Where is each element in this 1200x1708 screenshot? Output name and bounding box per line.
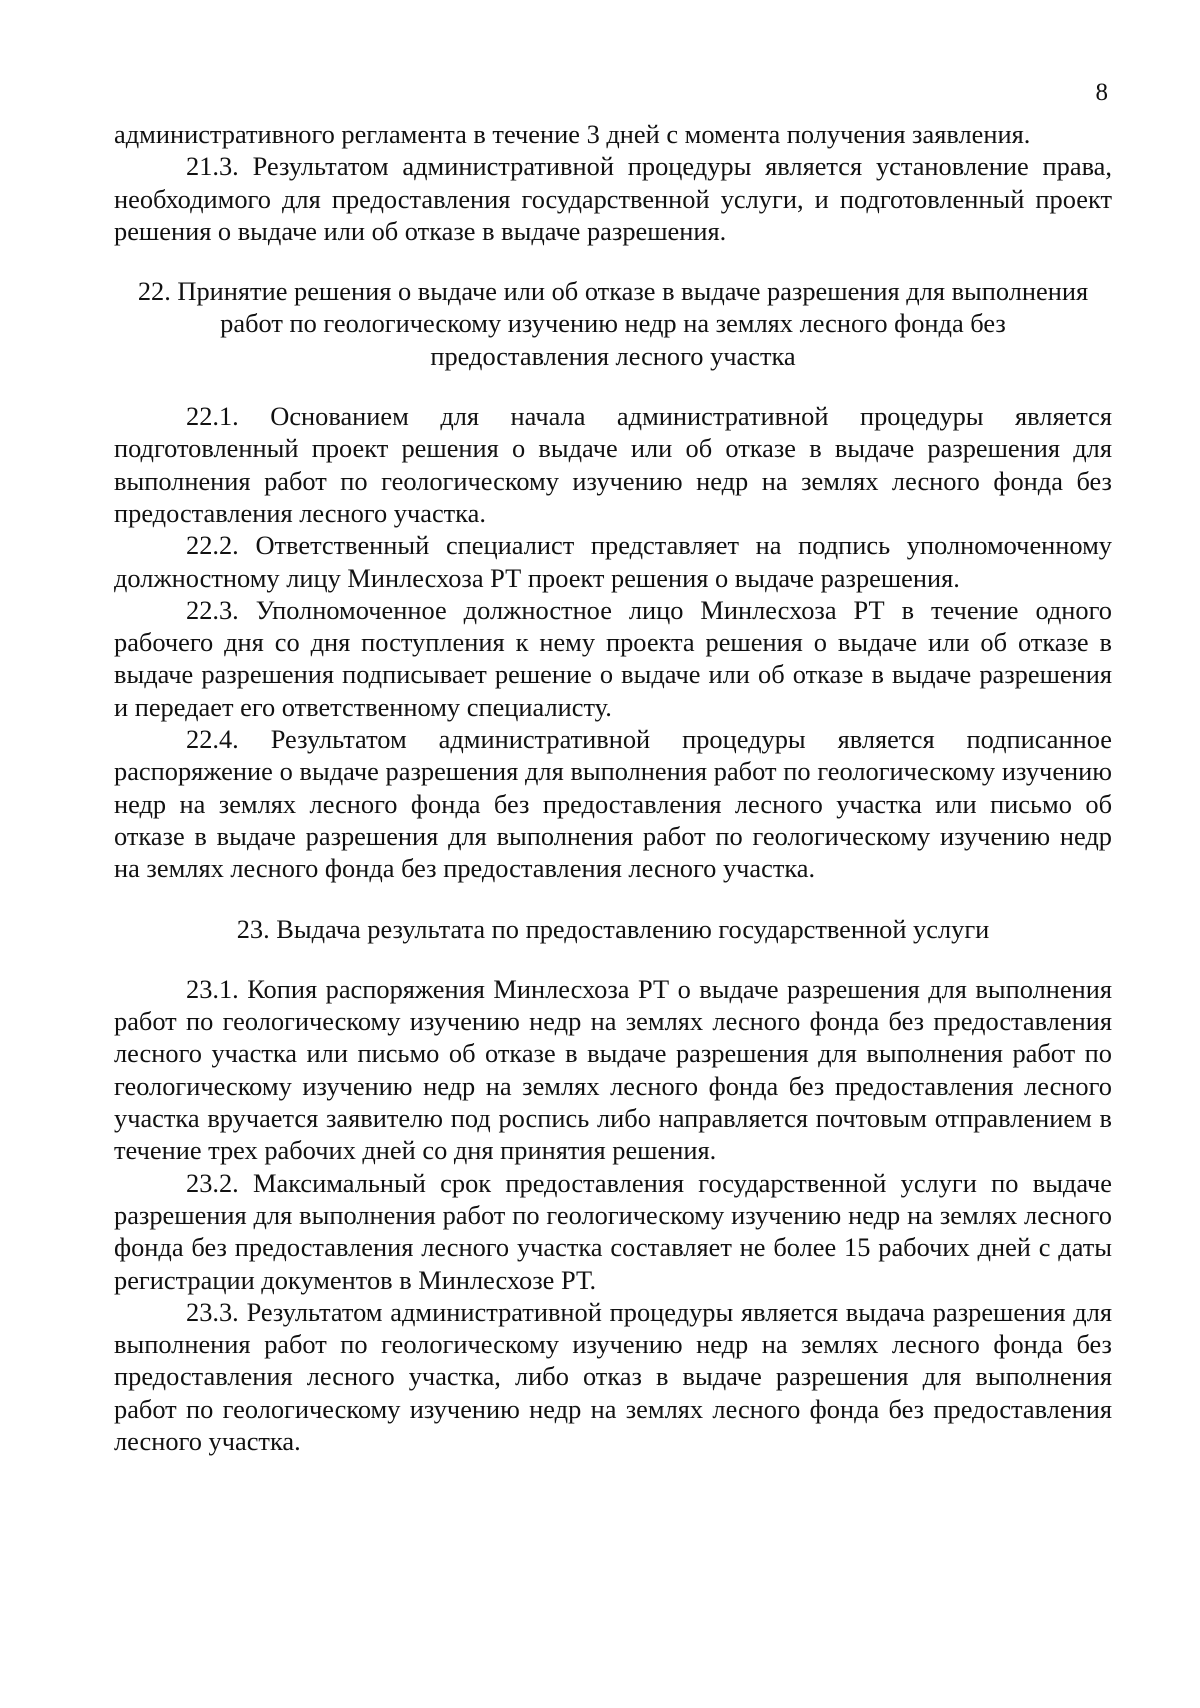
paragraph-continuation: административного регламента в течение 3 дней с момента получения заявления. (114, 119, 1031, 149)
section-22-body (114, 400, 1112, 884)
section-23-body (114, 973, 1112, 1457)
paragraph-22-2: 22.2. Ответственный специалист представляет на подпись уполномоченному должностному лицу Минлесхоза РТ проект решения о выдаче разрешения. (114, 530, 1112, 593)
paragraph-22-1: 22.1. Основанием для начала административной процедуры является подготовленный проект решения о выдаче или об отказе в выдаче разрешения для выполнения работ по геологическому изучению недр на землях лесного фонда без предоставления лесного участка. (114, 401, 1112, 528)
paragraph-23-2: 23.2. Максимальный срок предоставления государственной услуги по выдаче разрешения для выполнения работ по геологическому изучению недр на землях лесного фонда без предоставления лесного участка составляет не более 15 рабочих дней с даты регистрации документов в Минлесхозе РТ. (114, 1167, 1112, 1295)
paragraph-23-1: 23.1. Копия распоряжения Минлесхоза РТ о выдаче разрешения для выполнения работ по геологическому изучению недр на землях лесного фонда без предоставления лесного участка или письмо об отказе в выдаче разрешения для выполнения работ по геологическому изучению недр на землях лесного фонда без предоставления лесного участка вручается заявителю под роспись либо направляется почтовым отправлением в течение трех рабочих дней со дня принятия решения. (114, 973, 1112, 1166)
page-number: 8 (1095, 79, 1108, 106)
document-body (114, 118, 1112, 1457)
paragraph-23-3: 23.3. Результатом административной процедуры является выдача разрешения для выполнения работ по геологическому изучению недр на землях лесного фонда без предоставления лесного участка, либо отказ в выдаче разрешения для выполнения работ по геологическому изучению недр на землях лесного фонда без предоставления лесного участка. (114, 1296, 1112, 1456)
paragraph-22-3: 22.3. Уполномоченное должностное лицо Минлесхоза РТ в течение одного рабочего дня со дня поступления к нему проекта решения о выдаче или об отказе в выдаче разрешения подписывает решение о выдаче или об отказе в выдаче разрешения и передает его ответственному специалисту. (114, 594, 1112, 722)
section-23-heading: 23. Выдача результата по предоставлению государственной услуги (236, 913, 990, 944)
paragraph-21-3: 21.3. Результатом административной процедуры является установление права, необходимого для предоставления государственной услуги, и подготовленный проект решения о выдаче или об отказе в выдаче разрешения. (114, 151, 1112, 246)
paragraph-22-4: 22.4. Результатом административной процедуры является подписанное распоряжение о выдаче разрешения для выполнения работ по геологическому изучению недр на землях лесного фонда без предоставления лесного участка или письмо об отказе в выдаче разрешения для выполнения работ по геологическому изучению недр на землях лесного фонда без предоставления лесного участка. (114, 724, 1112, 884)
section-22-heading: 22. Принятие решения о выдаче или об отказе в выдаче разрешения для выполнения работ по геологическому изучению недр на землях лесного фонда без предоставления лесного участка (137, 276, 1089, 371)
section-23-heading-wrap (114, 913, 1112, 945)
section-22-heading-wrap (114, 275, 1112, 372)
